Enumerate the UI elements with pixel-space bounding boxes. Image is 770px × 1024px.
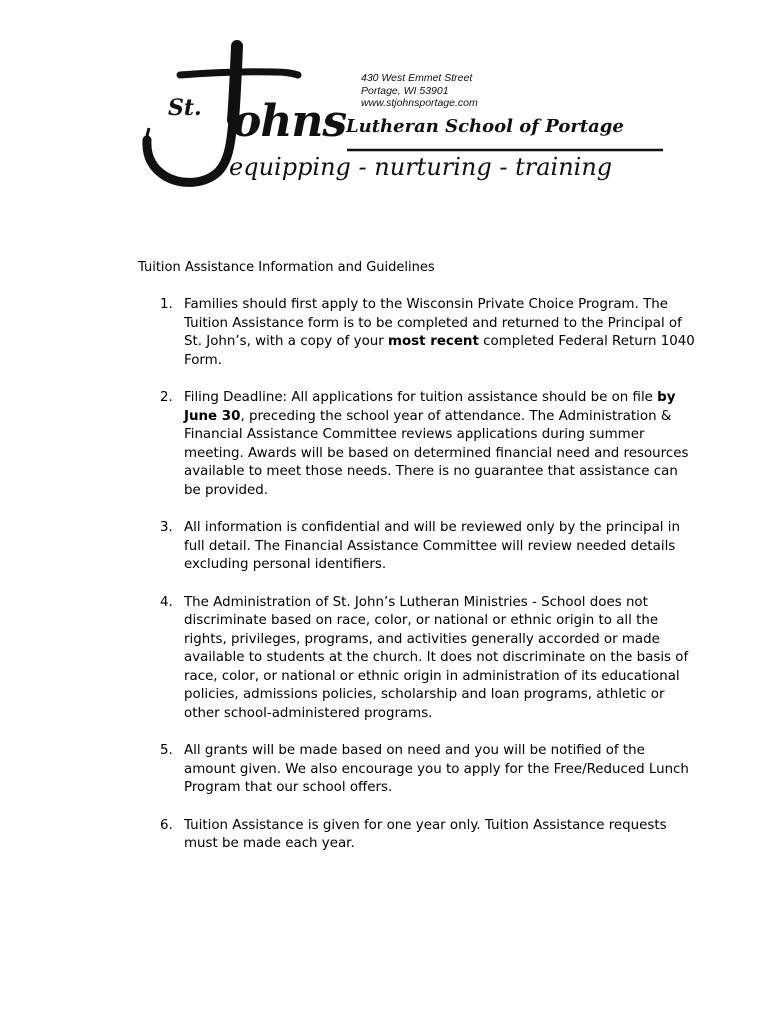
address-city: Portage, WI 53901 xyxy=(361,84,449,97)
guideline-item xyxy=(138,594,698,724)
guideline-text xyxy=(184,743,689,795)
guideline-number: 2. xyxy=(160,389,173,405)
guidelines-list xyxy=(138,296,698,872)
guideline-text xyxy=(184,595,688,722)
school-address xyxy=(361,72,478,110)
school-name: Lutheran School of Portage xyxy=(346,116,624,137)
logo-st-text: St. xyxy=(168,95,202,121)
emphasis-text: by June 30 xyxy=(184,389,676,424)
guideline-number: 6. xyxy=(160,817,173,833)
guideline-item xyxy=(138,817,698,854)
guideline-text-run: All information is confidential and will be reviewed only by the principal in full detail. The Financial Assistance Committee will review needed details excluding personal identifiers. xyxy=(184,520,680,573)
guideline-text-run: The Administration of St. John’s Lutheran Ministries - School does not discriminate based on race, color, or national or ethnic origin to all the rights, privileges, programs, and activities generally accorded or made available to students at the church. It does not discriminate on the basis of race, color, or national or ethnic origin in administration of its educational policies, admissions policies, scholarship and loan programs, athletic or other school-administered programs. xyxy=(184,594,689,722)
guideline-text xyxy=(184,390,688,498)
school-tagline: equipping - nurturing - training xyxy=(229,153,613,181)
guideline-number: 1. xyxy=(160,297,173,312)
guideline-text-run: , preceding the school year of attendance. The Administration & Financial Assistance Committee reviews applications during summer meeting. Awards will be based on determined financial need and resources available to meet those needs. There is no guarantee that assistance can be provided. xyxy=(184,408,689,498)
guideline-item xyxy=(138,519,698,575)
guideline-text-run: Families should first apply to the Wisconsin Private Choice Program. The Tuition Assistance form is to be completed and returned to the Principal of St. John’s, with a copy of your xyxy=(184,297,682,350)
logo-ohns-text: ohns xyxy=(232,96,347,147)
guideline-text xyxy=(184,297,695,368)
emphasis-text: most recent xyxy=(388,334,479,350)
guideline-number: 4. xyxy=(160,594,173,610)
guideline-text xyxy=(184,818,667,852)
guideline-text-run: Tuition Assistance is given for one year only. Tuition Assistance requests must be made each year. xyxy=(184,817,667,852)
document-title: Tuition Assistance Information and Guidelines xyxy=(138,260,435,275)
guideline-number: 3. xyxy=(160,520,173,536)
address-street: 430 West Emmet Street xyxy=(361,72,473,84)
guideline-text xyxy=(184,520,680,572)
guideline-item xyxy=(138,742,698,798)
guideline-text-run: completed Federal Return 1040 Form. xyxy=(184,334,695,368)
website-link[interactable]: www.stjohnsportage.com xyxy=(361,97,478,109)
guideline-item xyxy=(138,296,698,370)
guideline-text-run: All grants will be made based on need and you will be notified of the amount given. We also encourage you to apply for the Free/Reduced Lunch Program that our school offers. xyxy=(184,743,689,796)
guideline-text-run: Filing Deadline: All applications for tuition assistance should be on file xyxy=(184,389,658,405)
letterhead xyxy=(0,0,770,200)
guideline-item xyxy=(138,389,698,501)
guideline-number: 5. xyxy=(160,743,173,759)
